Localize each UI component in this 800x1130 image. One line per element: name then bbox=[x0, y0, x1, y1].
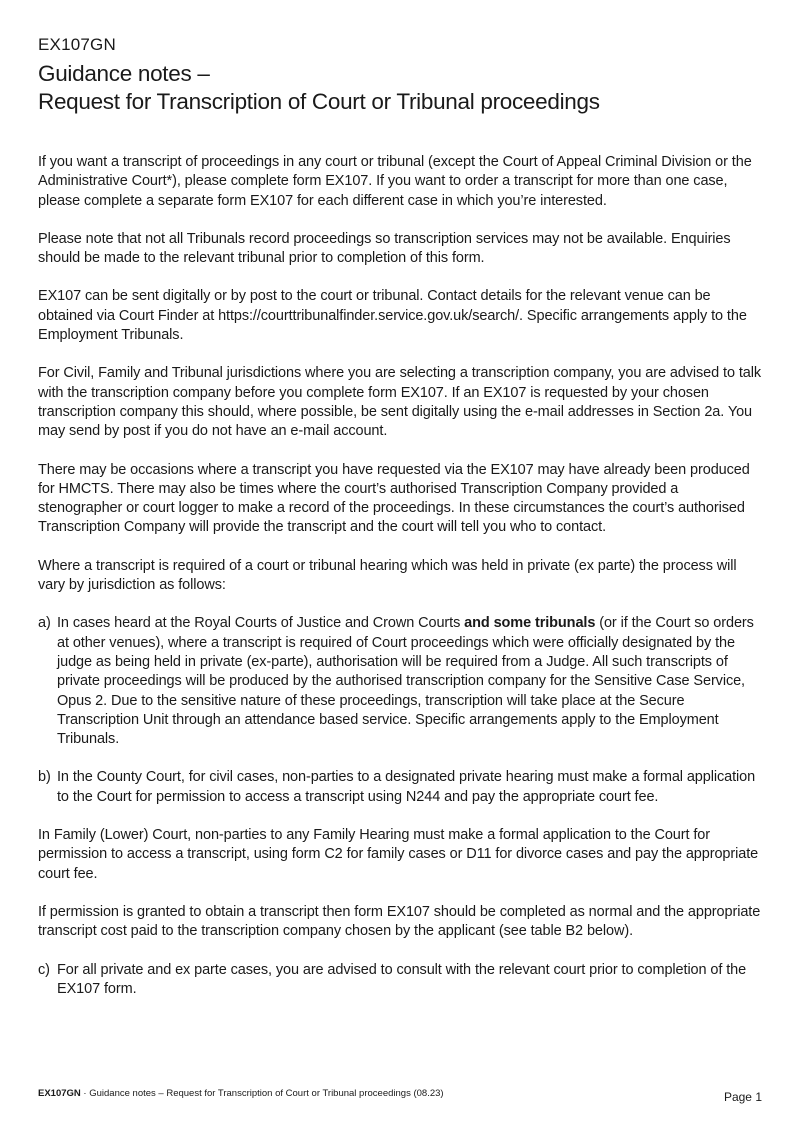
page-number: Page 1 bbox=[723, 1090, 762, 1104]
list-text-b: In the County Court, for civil cases, non-parties to a designated private hearing must make a formal application to the Court for permission to access a transcript using N244 and pay the appropriate court fee. bbox=[57, 769, 756, 805]
paragraph-family-court: In Family (Lower) Court, non-parties to any Family Hearing must make a formal application to the Court for permission to access a transcript, using form C2 for family cases or D11 for divorce cases and pay the appropriate court fee. bbox=[38, 827, 759, 882]
title-line-2: Request for Transcription of Court or Tribunal proceedings bbox=[38, 89, 600, 114]
list-marker-b: b) bbox=[38, 769, 51, 786]
paragraph-transcription-company: For Civil, Family and Tribunal jurisdictions where you are selecting a transcription company, you are advised to talk with the transcription company before you complete form EX107. If an EX107 is requested by your chosen transcription company this should, where possible, be sent digitally using the e-mail addresses in Section 2a. You may send by post if you do not have an e-mail account. bbox=[38, 365, 762, 440]
title-line-1: Guidance notes – bbox=[38, 61, 210, 86]
paragraph-permission-granted: If permission is granted to obtain a transcript then form EX107 should be completed as normal and the appropriate transcript cost paid to the transcription company chosen by the applicant (see table B2 below). bbox=[38, 903, 761, 940]
footer bbox=[38, 1088, 444, 1099]
footer-code: EX107GN bbox=[38, 1088, 81, 1099]
paragraph-private-hearings: Where a transcript is required of a court or tribunal hearing which was held in private (ex parte) the process will vary by jurisdiction as follows: bbox=[38, 557, 737, 594]
paragraph-existing-transcript: There may be occasions where a transcript you have requested via the EX107 may have already been produced for HMCTS. There may also be times where the court’s authorised Transcription Company provided a stenographer or court logger to make a record of the proceedings. In these circumstances the court’s authorised Transcription Company will provide the transcript and the court will tell you who to contact. bbox=[38, 461, 750, 536]
paragraph-sending: EX107 can be sent digitally or by post to the court or tribunal. Contact details for the relevant venue can be obtained via Court Finder at https://courttribunalfinder.service.gov.uk/search/. Specific arrangements apply to the Employment Tribunals. bbox=[38, 288, 747, 344]
paragraph-intro: If you want a transcript of proceedings in any court or tribunal (except the Court of Appeal Criminal Division or the Administrative Court*), please complete form EX107. If you want to order a transcript for more than one case, please complete a separate form EX107 for each different case in which you’re interested. bbox=[38, 154, 752, 209]
footer-text: · Guidance notes – Request for Transcription of Court or Tribunal proceedings (08.23) bbox=[80, 1088, 444, 1099]
list-text-c: For all private and ex parte cases, you are advised to consult with the relevant court prior to completion of the EX107 form. bbox=[57, 961, 747, 997]
form-code: EX107GN bbox=[38, 35, 116, 54]
paragraph-tribunals-note: Please note that not all Tribunals record proceedings so transcription services may not be available. Enquiries should be made to the relevant tribunal prior to completion of this form. bbox=[38, 230, 731, 267]
body-text bbox=[38, 153, 762, 1018]
list-marker-a: a) bbox=[38, 615, 51, 632]
list-text-a bbox=[57, 614, 762, 749]
list-item-a bbox=[38, 614, 762, 749]
list-text-a-bold: and some tribunals bbox=[464, 615, 596, 632]
list-text-a-pre: In cases heard at the Royal Courts of Justice and Crown Courts bbox=[57, 615, 465, 632]
list-text-a-post: (or if the Court so orders at other venues), where a transcript is required of Court proceedings which were officially designated by the judge as being held in private (ex-parte), authorisation will be required from a Judge. All such transcripts of private proceedings will be produced by the authorised transcription company for the Sensitive Case Service, Opus 2. Due to the sensitive nature of these proceedings, transcription will take place at the Secure Transcription Unit through an attendance based service. Specific arrangements apply to the Employment Tribunals. bbox=[57, 615, 754, 748]
list-item-b bbox=[38, 768, 762, 807]
list-marker-c: c) bbox=[38, 961, 50, 978]
page-title bbox=[38, 60, 600, 116]
list-item-c bbox=[38, 961, 762, 1000]
